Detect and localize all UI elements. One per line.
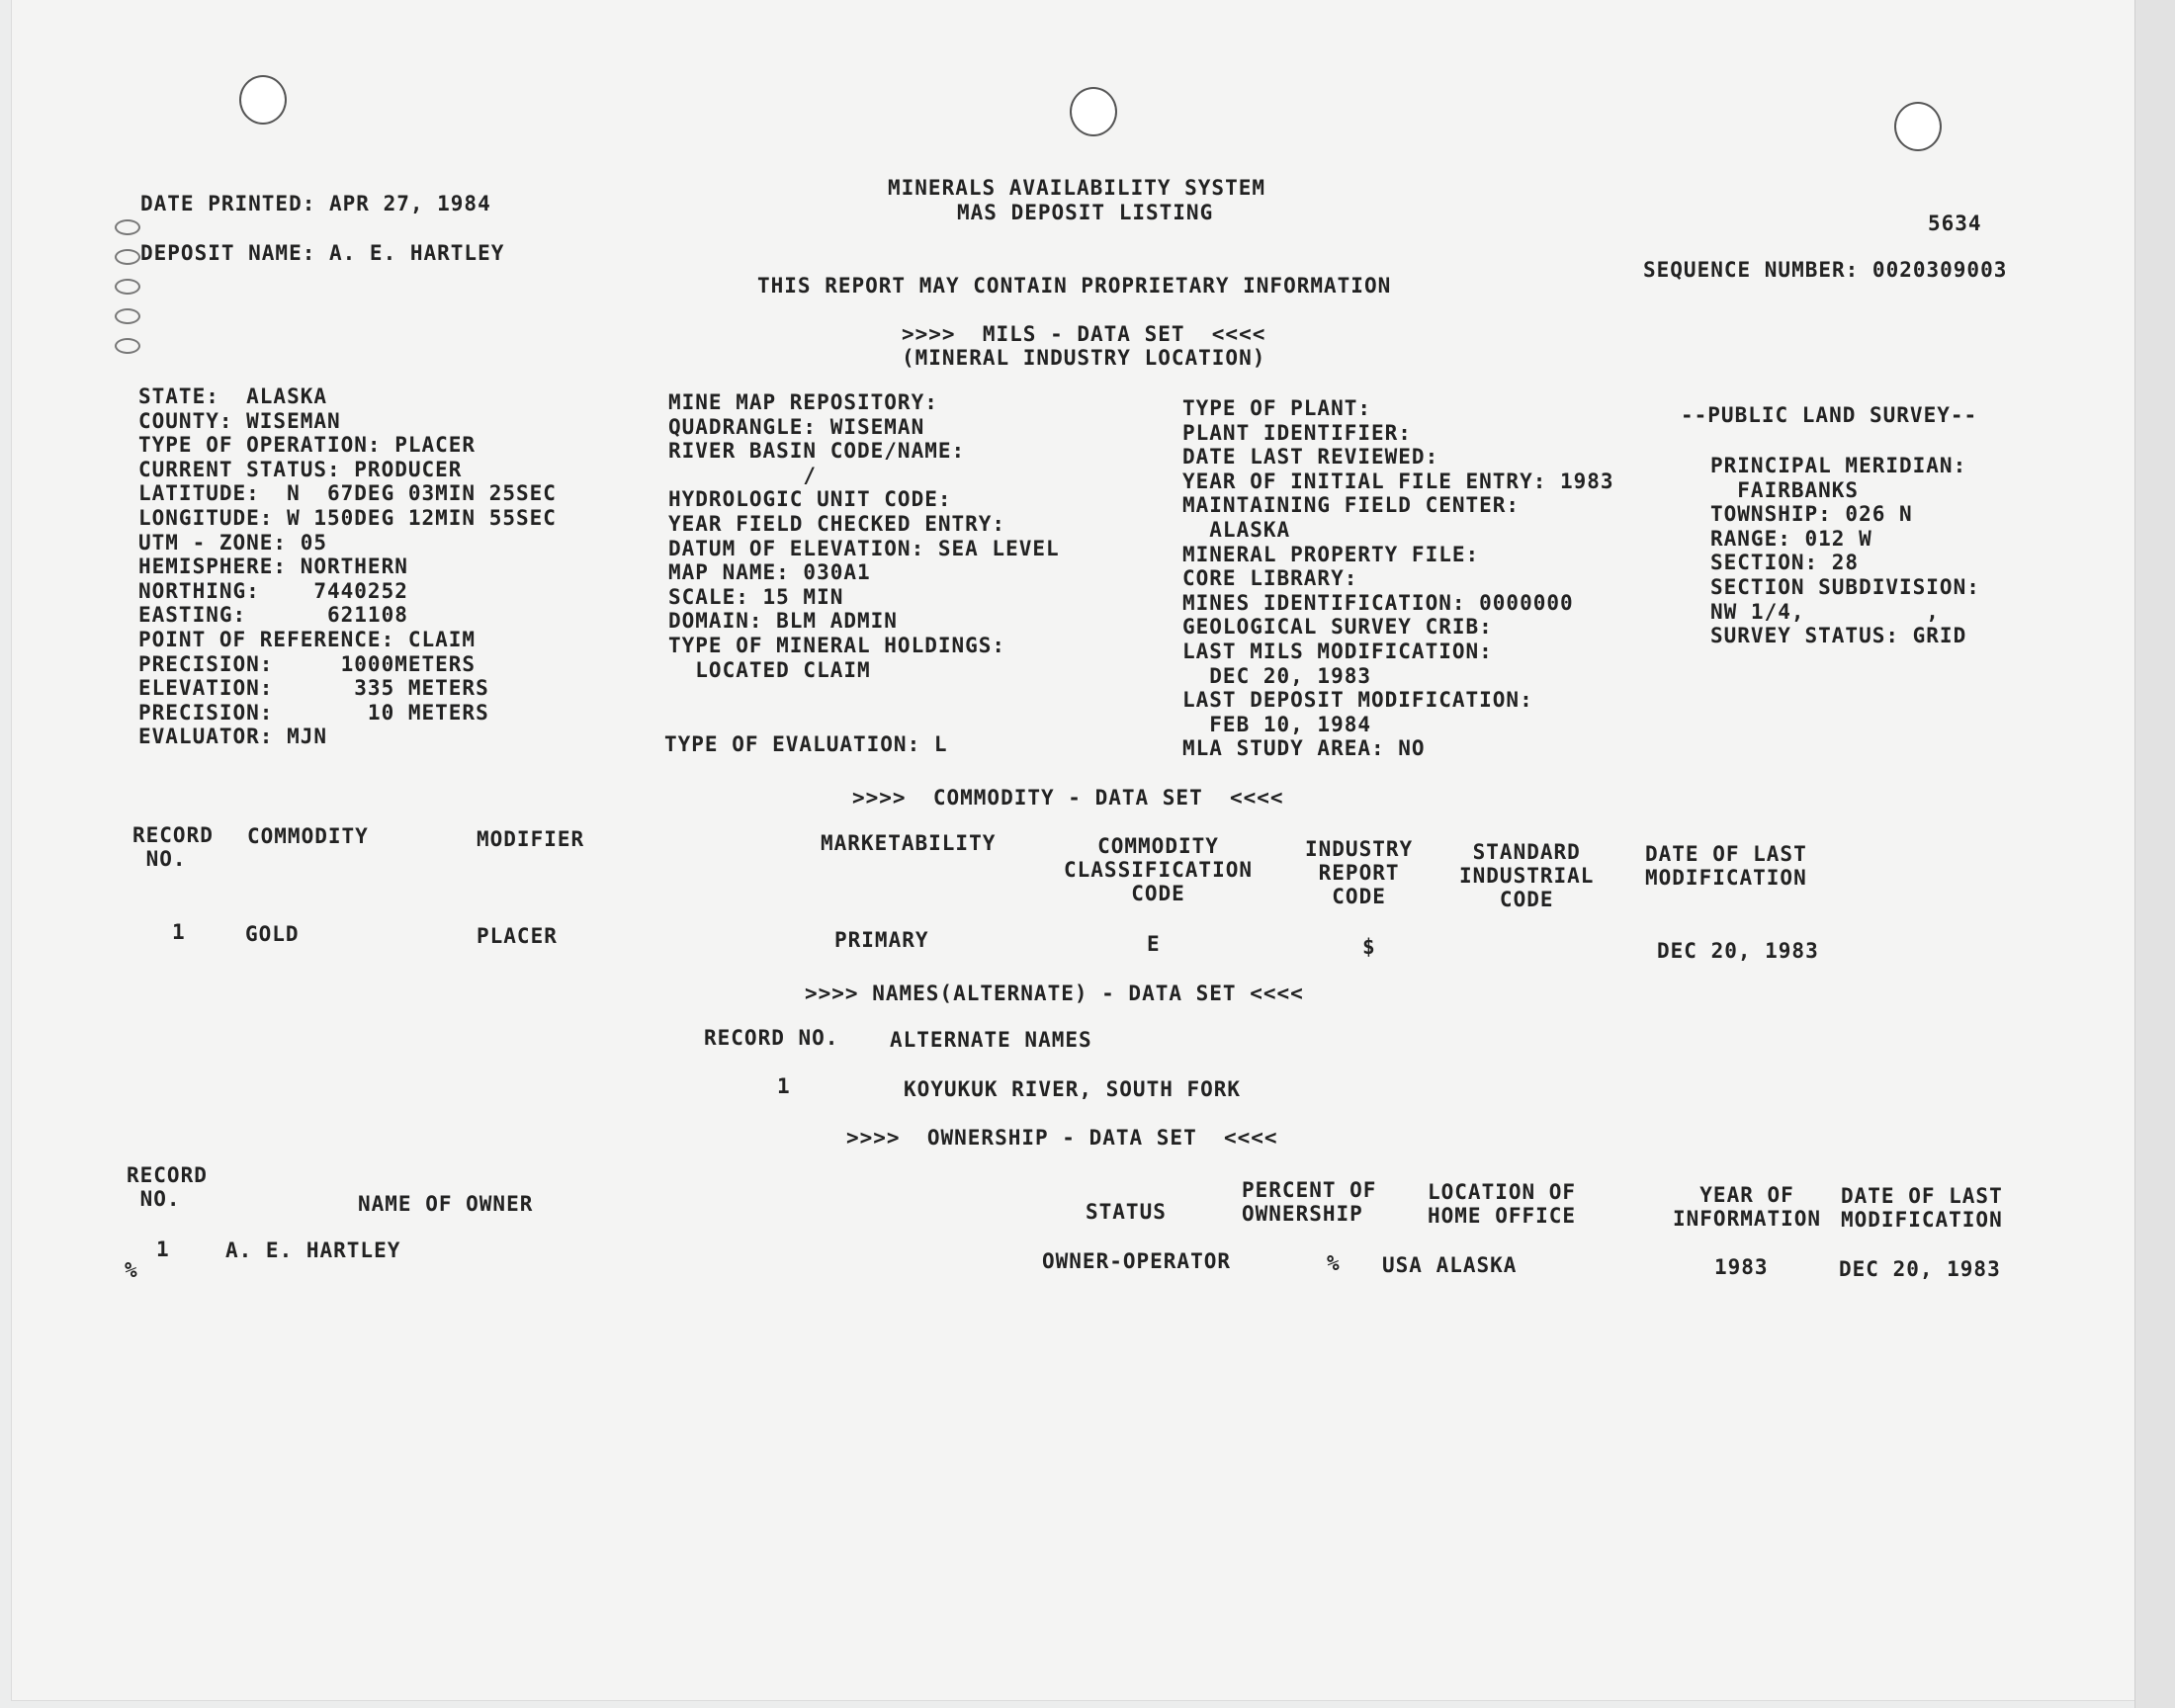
commodity-header-classification: COMMODITY CLASSIFICATION CODE — [1064, 834, 1254, 905]
perforation-mark — [115, 279, 140, 295]
mils-field-line: LAST DEPOSIT MODIFICATION: — [1182, 688, 1533, 713]
mils-field-line: DATE LAST REVIEWED: — [1182, 445, 1439, 470]
mils-field-line: HEMISPHERE: NORTHERN — [138, 555, 408, 579]
survey-field-line: NW 1/4, , — [1710, 599, 1940, 624]
commodity-name: GOLD — [245, 922, 300, 946]
mils-location-column — [138, 384, 557, 749]
mils-field-line: YEAR OF INITIAL FILE ENTRY: 1983 — [1182, 469, 1614, 493]
public-land-survey-column — [1710, 454, 1980, 648]
ownership-header-record-no: RECORD NO. — [127, 1163, 208, 1211]
mils-field-line: CURRENT STATUS: PRODUCER — [138, 457, 463, 481]
owner-info-year: 1983 — [1714, 1255, 1769, 1279]
mils-field-line: FEB 10, 1984 — [1182, 712, 1372, 736]
names-header-alternate: ALTERNATE NAMES — [890, 1028, 1092, 1052]
mils-section-title: >>>> MILS - DATA SET <<<< — [902, 322, 1266, 346]
mils-field-line: EASTING: 621108 — [138, 603, 408, 628]
mils-field-line: PRECISION: 1000METERS — [138, 651, 477, 676]
perforation-mark — [115, 338, 140, 354]
mils-field-line: HYDROLOGIC UNIT CODE: — [668, 487, 952, 512]
commodity-header-date-last-mod: DATE OF LAST MODIFICATION — [1645, 842, 1807, 890]
system-title: MINERALS AVAILABILITY SYSTEM — [888, 176, 1266, 200]
ownership-percent-mark: % — [125, 1258, 138, 1282]
perforation-mark — [115, 249, 140, 265]
mils-field-line: PRECISION: 10 METERS — [138, 700, 489, 725]
date-printed: DATE PRINTED: APR 27, 1984 — [140, 192, 491, 215]
mils-field-line: CORE LIBRARY: — [1182, 566, 1358, 591]
mils-field-line: ELEVATION: 335 METERS — [138, 676, 489, 701]
mils-field-line: PLANT IDENTIFIER: — [1182, 420, 1412, 445]
ownership-record-no: 1 — [156, 1238, 170, 1261]
mils-field-line: YEAR FIELD CHECKED ENTRY: — [668, 511, 1006, 536]
sequence-number: SEQUENCE NUMBER: 0020309003 — [1643, 258, 2008, 282]
commodity-modifier: PLACER — [477, 924, 558, 948]
mils-field-line: GEOLOGICAL SURVEY CRIB: — [1182, 615, 1493, 640]
ownership-section-title: >>>> OWNERSHIP - DATA SET <<<< — [846, 1126, 1278, 1150]
mils-field-line: LONGITUDE: W 150DEG 12MIN 55SEC — [138, 505, 557, 530]
page-number: 5634 — [1928, 212, 1982, 235]
mils-plant-column — [1182, 396, 1614, 761]
commodity-section-title: >>>> COMMODITY - DATA SET <<<< — [852, 786, 1284, 810]
owner-percent: % — [1327, 1251, 1341, 1275]
mils-map-column — [668, 390, 1060, 682]
mils-field-line: RIVER BASIN CODE/NAME: — [668, 439, 966, 464]
commodity-header-industry-report: INDUSTRY REPORT CODE — [1305, 837, 1414, 908]
mils-field-line: UTM - ZONE: 05 — [138, 530, 328, 555]
alternate-name: KOYUKUK RIVER, SOUTH FORK — [904, 1077, 1242, 1101]
commodity-header-marketability: MARKETABILITY — [821, 831, 997, 855]
mils-field-line: LATITUDE: N 67DEG 03MIN 25SEC — [138, 481, 557, 506]
survey-field-line: RANGE: 012 W — [1710, 526, 1872, 551]
public-land-survey-title: --PUBLIC LAND SURVEY-- — [1681, 403, 1978, 427]
mils-field-line: MAP NAME: 030A1 — [668, 560, 871, 585]
mils-field-line: LOCATED CLAIM — [668, 657, 871, 682]
mils-field-line: DATUM OF ELEVATION: SEA LEVEL — [668, 536, 1060, 560]
mils-field-line: COUNTY: WISEMAN — [138, 408, 341, 433]
mils-field-line: MINES IDENTIFICATION: 0000000 — [1182, 590, 1574, 615]
deposit-name: DEPOSIT NAME: A. E. HARTLEY — [140, 241, 505, 265]
page-edge — [2134, 0, 2175, 1708]
perforation-mark — [115, 308, 140, 324]
mils-field-line: TYPE OF PLANT: — [1182, 396, 1372, 420]
commodity-classification-code: E — [1147, 932, 1161, 956]
owner-name: A. E. HARTLEY — [225, 1238, 401, 1262]
type-of-evaluation: TYPE OF EVALUATION: L — [664, 732, 948, 756]
mils-field-line: MINERAL PROPERTY FILE: — [1182, 542, 1480, 566]
owner-home-office: USA ALASKA — [1382, 1253, 1518, 1277]
commodity-header-modifier: MODIFIER — [477, 827, 585, 851]
mils-field-line: DEC 20, 1983 — [1182, 663, 1372, 688]
survey-field-line: SECTION: 28 — [1710, 551, 1860, 575]
names-header-record-no: RECORD NO. — [704, 1026, 839, 1050]
names-record-no: 1 — [777, 1074, 791, 1098]
commodity-header-commodity: COMMODITY — [247, 824, 369, 848]
mils-field-line: TYPE OF MINERAL HOLDINGS: — [668, 633, 1006, 657]
proprietary-notice: THIS REPORT MAY CONTAIN PROPRIETARY INFORMATION — [757, 274, 1392, 298]
listing-title: MAS DEPOSIT LISTING — [957, 201, 1214, 224]
mils-field-line: DOMAIN: BLM ADMIN — [668, 609, 898, 634]
binder-hole-right — [1894, 102, 1942, 151]
survey-field-line: SECTION SUBDIVISION: — [1710, 574, 1980, 599]
mils-field-line: POINT OF REFERENCE: CLAIM — [138, 627, 477, 651]
mils-field-line: STATE: ALASKA — [138, 384, 328, 408]
mils-field-line: / — [668, 463, 818, 487]
ownership-header-date-last-mod: DATE OF LAST MODIFICATION — [1841, 1184, 2003, 1232]
survey-field-line: SURVEY STATUS: GRID — [1710, 624, 1967, 648]
mils-field-line: NORTHING: 7440252 — [138, 578, 408, 603]
commodity-marketability: PRIMARY — [834, 928, 929, 952]
mils-field-line: MLA STUDY AREA: NO — [1182, 736, 1426, 761]
mils-field-line: ALASKA — [1182, 517, 1291, 542]
mils-field-line: TYPE OF OPERATION: PLACER — [138, 433, 477, 458]
mils-field-line: MAINTAINING FIELD CENTER: — [1182, 493, 1521, 518]
commodity-header-record-no: RECORD NO. — [132, 823, 214, 871]
mils-field-line: SCALE: 15 MIN — [668, 584, 844, 609]
ownership-header-location: LOCATION OF HOME OFFICE — [1428, 1180, 1577, 1228]
commodity-industry-report-code: $ — [1362, 935, 1376, 959]
survey-field-line: FAIRBANKS — [1710, 477, 1860, 502]
mils-field-line: EVALUATOR: MJN — [138, 725, 328, 749]
ownership-header-percent: PERCENT OF OWNERSHIP — [1242, 1178, 1377, 1226]
binder-hole-left — [239, 75, 287, 125]
mils-field-line: MINE MAP REPOSITORY: — [668, 390, 938, 414]
owner-status: OWNER-OPERATOR — [1042, 1249, 1232, 1273]
commodity-header-sic: STANDARD INDUSTRIAL CODE — [1459, 840, 1595, 911]
printout-page — [12, 0, 2155, 1700]
owner-date-last-mod: DEC 20, 1983 — [1839, 1257, 2001, 1281]
commodity-date-last-mod: DEC 20, 1983 — [1657, 939, 1819, 963]
ownership-header-year: YEAR OF INFORMATION — [1673, 1183, 1822, 1231]
binder-hole-center — [1070, 87, 1117, 136]
ownership-header-owner: NAME OF OWNER — [358, 1192, 534, 1216]
mils-section-subtitle: (MINERAL INDUSTRY LOCATION) — [902, 346, 1266, 370]
ownership-header-status: STATUS — [1086, 1200, 1167, 1224]
survey-field-line: PRINCIPAL MERIDIAN: — [1710, 454, 1967, 477]
names-section-title: >>>> NAMES(ALTERNATE) - DATA SET <<<< — [805, 982, 1304, 1005]
perforation-mark — [115, 219, 140, 235]
survey-field-line: TOWNSHIP: 026 N — [1710, 502, 1913, 527]
commodity-record-no: 1 — [172, 920, 186, 944]
mils-field-line: LAST MILS MODIFICATION: — [1182, 639, 1493, 663]
mils-field-line: QUADRANGLE: WISEMAN — [668, 414, 925, 439]
